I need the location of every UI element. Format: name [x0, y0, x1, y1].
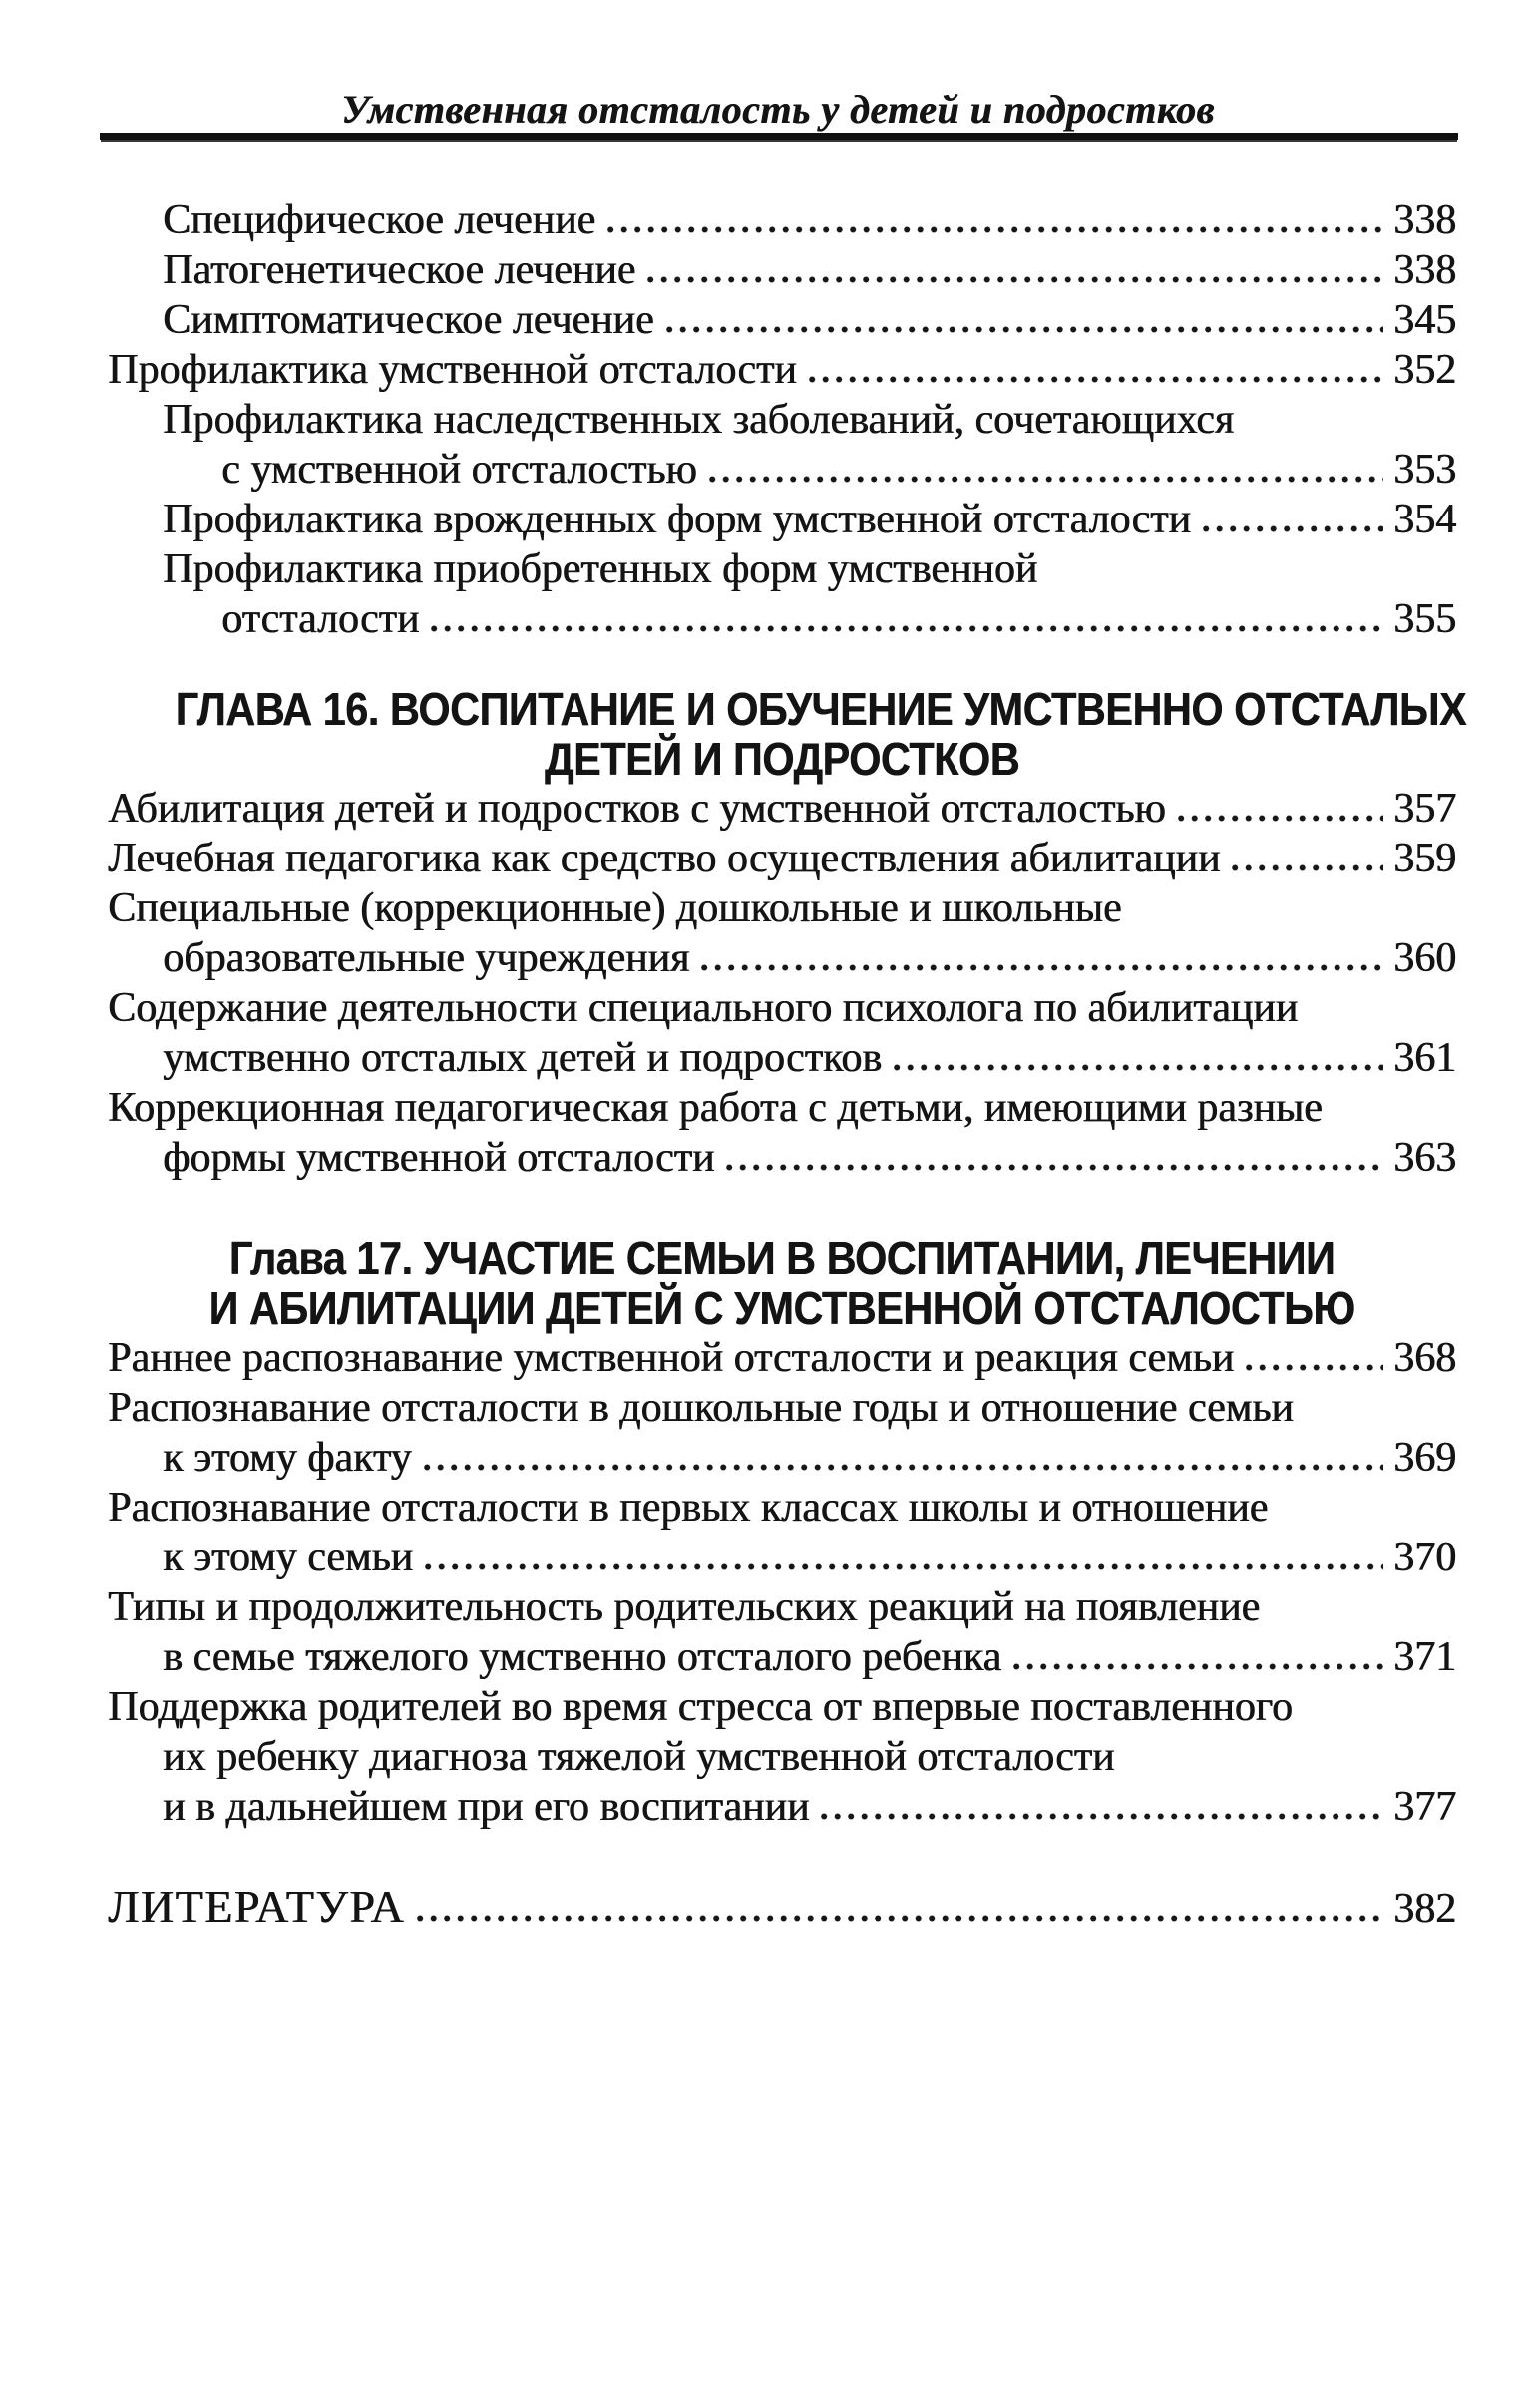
toc-entry-continuation — [108, 1782, 1456, 1832]
toc-entry-text: Распознавание отсталости в первых классах школы и отношение — [108, 1485, 1269, 1531]
toc-entry-text: Лечебная педагогика как средство осуществления абилитации — [108, 836, 1221, 881]
dot-leader — [647, 276, 1383, 283]
dot-leader — [821, 1813, 1383, 1820]
toc-entry — [108, 1383, 1456, 1433]
page-number: 338 — [1393, 247, 1456, 293]
toc-entry — [108, 195, 1456, 245]
toc-entry-text: Профилактика врожденных форм умственной отсталости — [163, 497, 1191, 542]
toc-entry-text: Симптоматическое лечение — [163, 297, 654, 343]
dot-leader — [1246, 1364, 1383, 1371]
toc-entry — [108, 544, 1456, 594]
chapter-17-heading-line-1: Глава 17. УЧАСТИЕ СЕМЬИ В ВОСПИТАНИИ, ЛЕЧЕНИИ — [228, 1232, 1336, 1284]
toc-entry — [108, 395, 1456, 445]
dot-leader — [425, 1563, 1383, 1570]
toc-entry-text: умственно отсталых детей и подростков — [163, 1035, 882, 1081]
page-number: 345 — [1393, 297, 1456, 343]
toc-entry-text: Содержание деятельности специального психолога по абилитации — [108, 985, 1299, 1031]
toc-entry-text: их ребенку диагноза тяжелой умственной отсталости — [163, 1734, 1115, 1780]
toc-entry-continuation — [108, 1732, 1456, 1782]
toc-entry — [108, 784, 1456, 834]
page-number: 382 — [1393, 1887, 1456, 1932]
dot-leader — [701, 964, 1383, 971]
toc-entry — [108, 1483, 1456, 1533]
toc-entry-text: Раннее распознавание умственной отсталости и реакция семьи — [108, 1335, 1235, 1381]
chapter-17-heading — [108, 1233, 1456, 1333]
dot-leader — [424, 1464, 1383, 1471]
dot-leader — [809, 376, 1383, 383]
toc-entry — [108, 1333, 1456, 1383]
chapter-16-heading-line-1: ГЛАВА 16. ВОСПИТАНИЕ И ОБУЧЕНИЕ УМСТВЕННО ОТСТАЛЫХ — [175, 683, 1467, 735]
literature-label: ЛИТЕРАТУРА — [108, 1882, 406, 1932]
dot-leader — [417, 1915, 1383, 1922]
toc-entry-text: Профилактика приобретенных форм умственной — [163, 546, 1038, 592]
page-number: 361 — [1393, 1035, 1456, 1081]
chapter-16-heading — [108, 683, 1467, 785]
toc-entry — [108, 1582, 1456, 1632]
toc-entry-continuation — [108, 933, 1456, 983]
chapter-16-heading-line-2: ДЕТЕЙ И ПОДРОСТКОВ — [544, 733, 1020, 785]
toc-entry-continuation — [108, 1632, 1456, 1682]
page-number: 357 — [1393, 786, 1456, 832]
literature-entry — [108, 1880, 1456, 1937]
toc-entry-text: и в дальнейшем при его воспитании — [163, 1784, 810, 1830]
page-number: 338 — [1393, 197, 1456, 243]
page-number: 355 — [1393, 596, 1456, 642]
page-number: 353 — [1393, 447, 1456, 493]
dot-leader — [1203, 525, 1383, 532]
toc-entry-continuation — [108, 594, 1456, 644]
page-number: 360 — [1393, 935, 1456, 981]
toc-entry-continuation — [108, 1133, 1456, 1183]
toc-entry-text: Профилактика умственной отсталости — [108, 347, 797, 393]
running-header: Умственная отсталость у детей и подростков — [341, 87, 1215, 132]
chapter-17-heading-line-2: И АБИЛИТАЦИИ ДЕТЕЙ С УМСТВЕННОЙ ОТСТАЛОСТЬЮ — [208, 1282, 1355, 1334]
toc-entry-continuation — [108, 1433, 1456, 1483]
dot-leader — [431, 625, 1383, 632]
toc-entry — [108, 1083, 1456, 1133]
toc-entry — [108, 883, 1456, 933]
toc-entry-text: отсталости — [221, 596, 420, 642]
toc-entry-text: Поддержка родителей во время стресса от впервые поставленного — [108, 1684, 1293, 1730]
page-number: 368 — [1393, 1335, 1456, 1381]
toc-entry-text: образовательные учреждения — [163, 935, 690, 981]
page-number: 377 — [1393, 1784, 1456, 1830]
toc-entry-text: Профилактика наследственных заболеваний, сочетающихся — [163, 397, 1235, 443]
toc-entry-text: Специфическое лечение — [163, 197, 596, 243]
toc-entry-text: в семье тяжелого умственно отсталого ребенка — [163, 1634, 1002, 1680]
toc-entry — [108, 295, 1456, 345]
page-number: 371 — [1393, 1634, 1456, 1680]
toc-entry — [108, 345, 1456, 395]
toc-entry — [108, 983, 1456, 1033]
toc-entry-text: Специальные (коррекционные) дошкольные и школьные — [108, 885, 1122, 931]
dot-leader — [607, 226, 1383, 233]
page-number: 370 — [1393, 1535, 1456, 1580]
toc-entry-text: Распознавание отсталости в дошкольные годы и отношение семьи — [108, 1385, 1294, 1431]
dot-leader — [709, 476, 1383, 483]
toc-entry-text: с умственной отсталостью — [221, 447, 697, 493]
toc-entry — [108, 495, 1456, 544]
toc-entry-text: Патогенетическое лечение — [163, 247, 636, 293]
toc-entry — [108, 1682, 1456, 1732]
dot-leader — [1178, 815, 1383, 822]
toc-entry-text: Абилитация детей и подростков с умственной отсталостью — [108, 786, 1166, 832]
dot-leader — [726, 1164, 1383, 1171]
toc-entry-continuation — [108, 1033, 1456, 1083]
header-rule — [100, 133, 1458, 140]
page-number: 354 — [1393, 497, 1456, 542]
toc-entry-text: к этому факту — [163, 1435, 412, 1481]
page-number: 363 — [1393, 1135, 1456, 1181]
toc-entry-continuation — [108, 445, 1456, 495]
page-number: 369 — [1393, 1435, 1456, 1481]
toc-entry-text: Типы и продолжительность родительских реакций на появление — [108, 1584, 1261, 1630]
page-number: 352 — [1393, 347, 1456, 393]
toc-entry-text: формы умственной отсталости — [163, 1135, 715, 1181]
toc-entry — [108, 834, 1456, 883]
dot-leader — [1013, 1663, 1383, 1670]
toc-entry-continuation — [108, 1533, 1456, 1582]
dot-leader — [1232, 864, 1383, 871]
toc-entry-text: Коррекционная педагогическая работа с детьми, имеющими разные — [108, 1085, 1323, 1131]
dot-leader — [894, 1064, 1383, 1071]
page-number: 359 — [1393, 836, 1456, 881]
toc-entry — [108, 245, 1456, 295]
table-of-contents — [108, 195, 1467, 1937]
toc-entry-text: к этому семьи — [163, 1535, 414, 1580]
dot-leader — [666, 326, 1383, 333]
